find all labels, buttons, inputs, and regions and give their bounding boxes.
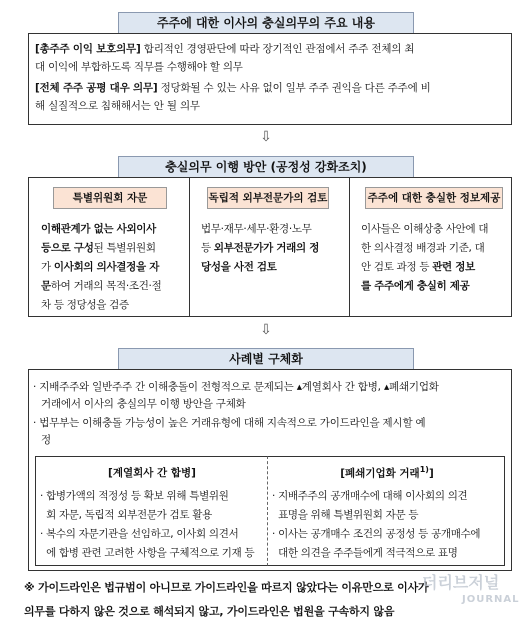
going-private-title: [폐쇄기업화 거래$^{1)}$] — [340, 465, 434, 480]
merger-line: · 복수의 자문기관을 선임하고, 이사회 의견서 — [40, 528, 239, 540]
col3-line: 이사들은 이해상충 사안에 대 — [361, 223, 489, 235]
bullet2-line2: 정 — [41, 434, 51, 446]
col2-line: 법무·재무·세무·환경·노무 — [201, 223, 312, 235]
col2-line: 등 외부전문가가 거래의 정 — [201, 242, 320, 254]
watermark-text: 더리브저널 — [422, 573, 500, 592]
down-arrow-icon: ⇩ — [260, 129, 272, 145]
merger-line: 에 합병 관련 고려한 사항을 구체적으로 기재 등 — [40, 547, 255, 559]
going-private-line: 표명을 위해 특별위원회 자문 등 — [272, 509, 419, 521]
col-divider-2 — [349, 178, 350, 316]
section3-title: 사례별 구체화 — [118, 348, 414, 370]
col1-line: 문하여 거래의 목적·조건·절 — [41, 280, 162, 292]
section1-title: 주주에 대한 이사의 충실의무의 주요 내용 — [118, 12, 414, 34]
col3-header: 주주에 대한 충실한 정보제공 — [365, 187, 503, 209]
footnote-line1: ※ 가이드라인은 법규범이 아니므로 가이드라인을 따르지 않았다는 이유만으로 이사가 — [24, 581, 429, 594]
watermark-sub: JOURNAL — [462, 594, 520, 605]
item2-line1: [전체 주주 공평 대우 의무] 정당화될 수 있는 사유 없이 일부 주주 권익을 다른 주주에 비 — [35, 82, 431, 94]
merger-line: 회 자문, 독립적 외부전문가 검토 활용 — [40, 509, 212, 521]
bullet2-line1: · 법무부는 이해충돌 가능성이 높은 거래유형에 대해 지속적으로 가이드라인을 제시할 예 — [33, 417, 426, 429]
going-private-box — [267, 456, 505, 566]
item2-label: [전체 주주 공평 대우 의무] — [35, 82, 158, 94]
item1-label: [총주주 이익 보호의무] — [35, 43, 141, 55]
col-divider-1 — [189, 178, 190, 316]
col1-line: 가 이사회의 의사결정을 자 — [41, 261, 160, 273]
merger-line: · 합병가액의 적정성 등 확보 위해 특별위원 — [40, 490, 229, 502]
col3-line: 한 의사결정 배경과 기준, 대 — [361, 242, 485, 254]
col2-text — [201, 220, 347, 277]
section2-title: 충실의무 이행 방안 (공정성 강화조치) — [118, 156, 414, 178]
going-private-line: · 이사는 공개매수 조건의 공정성 등 공개매수에 — [272, 528, 481, 540]
section1-box — [28, 33, 512, 125]
watermark-logo — [412, 560, 524, 620]
merger-title: [계열회사 간 합병] — [108, 467, 196, 479]
down-arrow-icon: ⇩ — [260, 322, 272, 338]
col2-header: 독립적 외부전문가의 검토 — [207, 187, 329, 209]
col1-line: 이해관계가 없는 사외이사 — [41, 223, 156, 235]
merger-box — [35, 456, 267, 566]
item2-line2: 해 실질적으로 침해해서는 안 될 의무 — [35, 100, 200, 112]
col1-text — [41, 220, 187, 315]
col2-line: 당성을 사전 검토 — [201, 261, 277, 273]
item1-line1: [총주주 이익 보호의무] 합리적인 경영판단에 따라 장기적인 관점에서 주주 전체의 최 — [35, 43, 415, 55]
col1-line: 등으로 구성된 특별위원회 — [41, 242, 156, 254]
section3-box — [28, 369, 512, 571]
going-private-line: · 지배주주의 공개매수에 대해 이사회의 의견 — [272, 490, 468, 502]
col3-line: 를 주주에게 충실히 제공 — [361, 280, 470, 292]
col1-header: 특별위원회 자문 — [53, 187, 167, 209]
section2-box — [28, 177, 512, 317]
bullet1-line1: · 지배주주와 일반주주 간 이해충돌이 전형적으로 문제되는 ▴계열회사 간 합병, ▴폐쇄기업화 — [33, 381, 439, 393]
bullet1-line2: 거래에서 이사의 충실의무 이행 방안을 구체화 — [41, 398, 246, 410]
col3-line: 안 검토 과정 등 관련 정보 — [361, 261, 475, 273]
going-private-line: 대한 의견을 주주들에게 적극적으로 표명 — [272, 547, 458, 559]
col3-text — [361, 220, 511, 296]
footnote-line2: 의무를 다하지 않은 것으로 해석되지 않고, 가이드라인은 법원을 구속하지 않음 — [24, 605, 395, 618]
col1-line: 차 등 정당성을 검증 — [41, 299, 129, 311]
item1-line2: 대 이익에 부합하도록 직무를 수행해야 할 의무 — [35, 61, 243, 73]
